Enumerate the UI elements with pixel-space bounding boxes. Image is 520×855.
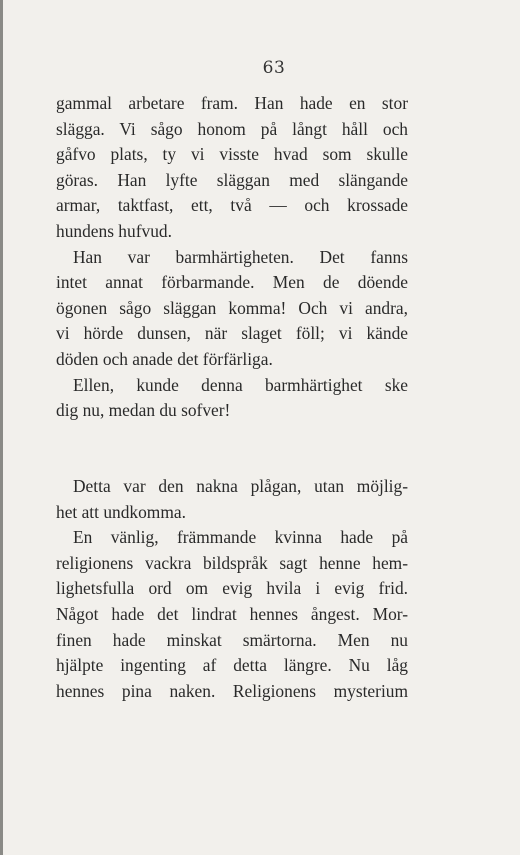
text-block-lower [56,474,408,704]
text-line: religionens vackra bildspråk sagt henne hem- [56,552,408,573]
text-line: ögonen sågo släggan komma! Och vi andra, [56,297,408,318]
text-line: lighetsfulla ord om evig hvila i evig frid. [56,578,408,599]
text-line: göras. Han lyfte släggan med slängande [56,169,408,190]
text-line: hennes pina naken. Religionens mysterium [56,680,408,701]
text-line: intet annat förbarmande. Men de döende [56,272,408,293]
text-line: finen hade minskat smärtorna. Men nu [56,629,408,650]
text-line: dig nu, medan du sofver! [56,400,231,421]
text-line: gammal arbetare fram. Han hade en stor [56,93,408,113]
text-line: Detta var den nakna plågan, utan möjlig- [73,476,408,496]
text-line: döden och anade det förfärliga. [56,348,273,369]
text-line: hundens hufvud. [56,220,172,241]
text-line: vi hörde dunsen, när slaget föll; vi kände [56,323,408,344]
text-line: Något hade det lindrat hennes ångest. Mor- [56,603,408,624]
page-number: 63 [262,58,286,78]
text-line: gåfvo plats, ty vi visste hvad som skulle [56,144,408,165]
text-line: hjälpte ingenting af detta längre. Nu låg [56,655,408,676]
page-left-edge [0,0,3,855]
text-line: armar, taktfast, ett, två — och krossade [56,195,408,216]
text-line: Ellen, kunde denna barmhärtighet ske [73,374,408,395]
text-line: Han var barmhärtigheten. Det fanns [73,246,408,267]
text-line: En vänlig, främmande kvinna hade på [73,527,408,548]
text-line: slägga. Vi sågo honom på långt håll och [56,118,408,139]
text-line: het att undkomma. [56,501,186,522]
text-block-upper [56,91,408,424]
